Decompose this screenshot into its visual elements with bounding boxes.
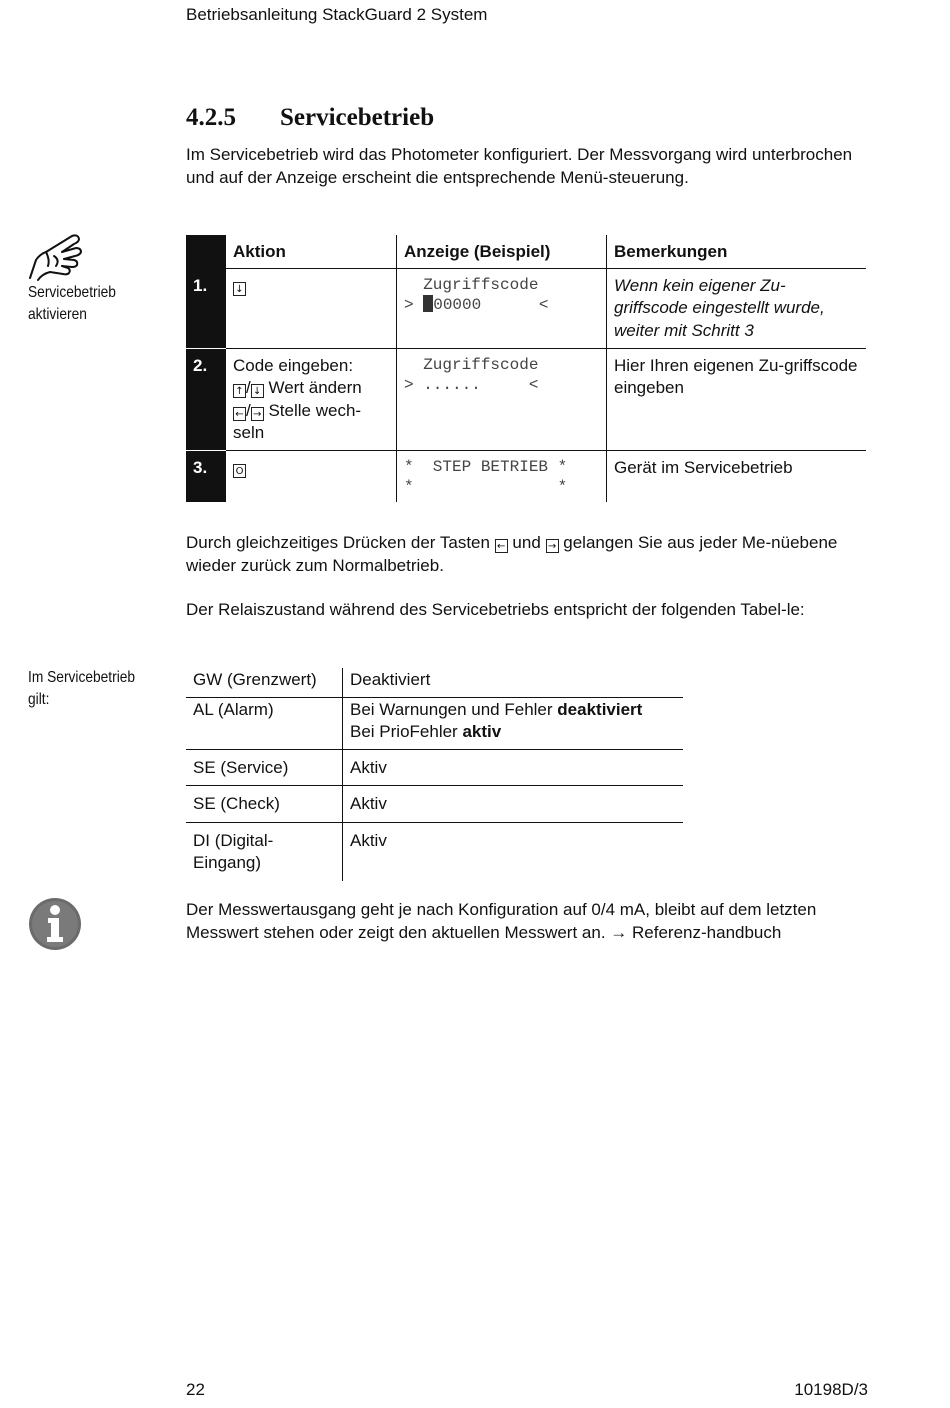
arrow-right-key-icon: →: [546, 539, 559, 553]
section-heading: [186, 102, 434, 134]
arrow-right-icon: →: [610, 922, 628, 942]
document-number: 10198D/3: [794, 1380, 868, 1399]
table-row: [186, 786, 683, 823]
relay-key: SE (Service): [186, 749, 343, 786]
steps-table-header: [186, 235, 866, 268]
relay-value: Bei Warnungen und Fehler deaktiviert Bei PrioFehler aktiv: [343, 697, 684, 749]
table-row: [186, 822, 683, 881]
relay-key: GW (Grenzwert): [186, 668, 343, 697]
step-action: [226, 450, 397, 502]
arrow-left-key-icon: ←: [233, 407, 246, 421]
relay-table: [186, 668, 683, 881]
relay-key: DI (Digital-Eingang): [186, 822, 343, 881]
relay-value: Aktiv: [350, 830, 387, 850]
table-row: [186, 268, 866, 348]
paragraph-relay-intro: Der Relaiszustand während des Servicebetriebs entspricht der folgenden Tabel-le:: [186, 600, 805, 619]
margin-note-relay: Im Servicebetrieb gilt:: [28, 669, 136, 708]
info-icon: [28, 897, 82, 951]
arrow-up-key-icon: ↑: [233, 384, 246, 398]
arrow-right-key-icon: →: [251, 407, 264, 421]
arrow-down-key-icon: ↓: [233, 282, 246, 296]
relay-key: AL (Alarm): [186, 697, 343, 749]
page-header: Betriebsanleitung StackGuard 2 System: [186, 5, 488, 24]
header-remarks: Bemerkungen: [607, 235, 867, 268]
table-row: [186, 348, 866, 450]
relay-value: Aktiv: [343, 749, 684, 786]
table-row: [186, 697, 683, 749]
header-action: Aktion: [226, 235, 397, 268]
step-number: 1.: [186, 268, 226, 348]
step-remark: Hier Ihren eigenen Zu-griffscode eingeben: [607, 348, 867, 450]
section-title: Servicebetrieb: [280, 104, 435, 131]
table-row: [186, 749, 683, 786]
relay-key: SE (Check): [186, 786, 343, 823]
steps-table: [186, 235, 866, 502]
table-row: [186, 450, 866, 502]
step-action: [226, 268, 397, 348]
margin-note-service: Servicebetrieb aktivieren: [28, 284, 116, 323]
step-display: Zugriffscode > 00000 <: [397, 268, 607, 348]
paragraph-output-note: Der Messwertausgang geht je nach Konfiguration auf 0/4 mA, bleibt auf dem letzten Messwert stehen oder zeigt den aktuellen Messwert an. → Referenz-handbuch: [186, 900, 817, 942]
intro-paragraph: Im Servicebetrieb wird das Photometer konfiguriert. Der Messvorgang wird unterbrochen und auf der Anzeige erscheint die entsprechende Menü-steuerung.: [186, 145, 853, 187]
relay-value: Deaktiviert: [343, 668, 684, 697]
step-action: Code eingeben: ↑ / ↓ Wert ändern ← / → Stelle wech-seln: [226, 348, 397, 450]
arrow-down-key-icon: ↓: [251, 384, 264, 398]
cursor-block-icon: [423, 295, 433, 312]
step-display: * STEP BETRIEB * * *: [397, 450, 607, 502]
paragraph-key-combo: Durch gleichzeitiges Drücken der Tasten ← und → gelangen Sie aus jeder Me-nüebene wieder zurück zum Normalbetrieb.: [186, 533, 838, 575]
section-number: 4.2.5: [186, 104, 236, 131]
page-number: 22: [186, 1380, 205, 1399]
relay-value: Aktiv: [343, 786, 684, 823]
step-display: Zugriffscode > ...... <: [397, 348, 607, 450]
step-remark: Wenn kein eigener Zu-griffscode eingestellt wurde, weiter mit Schritt 3: [607, 268, 867, 348]
o-key-icon: O: [233, 464, 246, 478]
table-row: [186, 668, 683, 697]
header-display: Anzeige (Beispiel): [397, 235, 607, 268]
header-num-cell: [186, 235, 226, 268]
step-number: 3.: [186, 450, 226, 502]
step-number: 2.: [186, 348, 226, 450]
arrow-left-key-icon: ←: [495, 539, 508, 553]
step-remark: Gerät im Servicebetrieb: [614, 457, 793, 477]
pointing-hand-icon: [26, 230, 86, 282]
